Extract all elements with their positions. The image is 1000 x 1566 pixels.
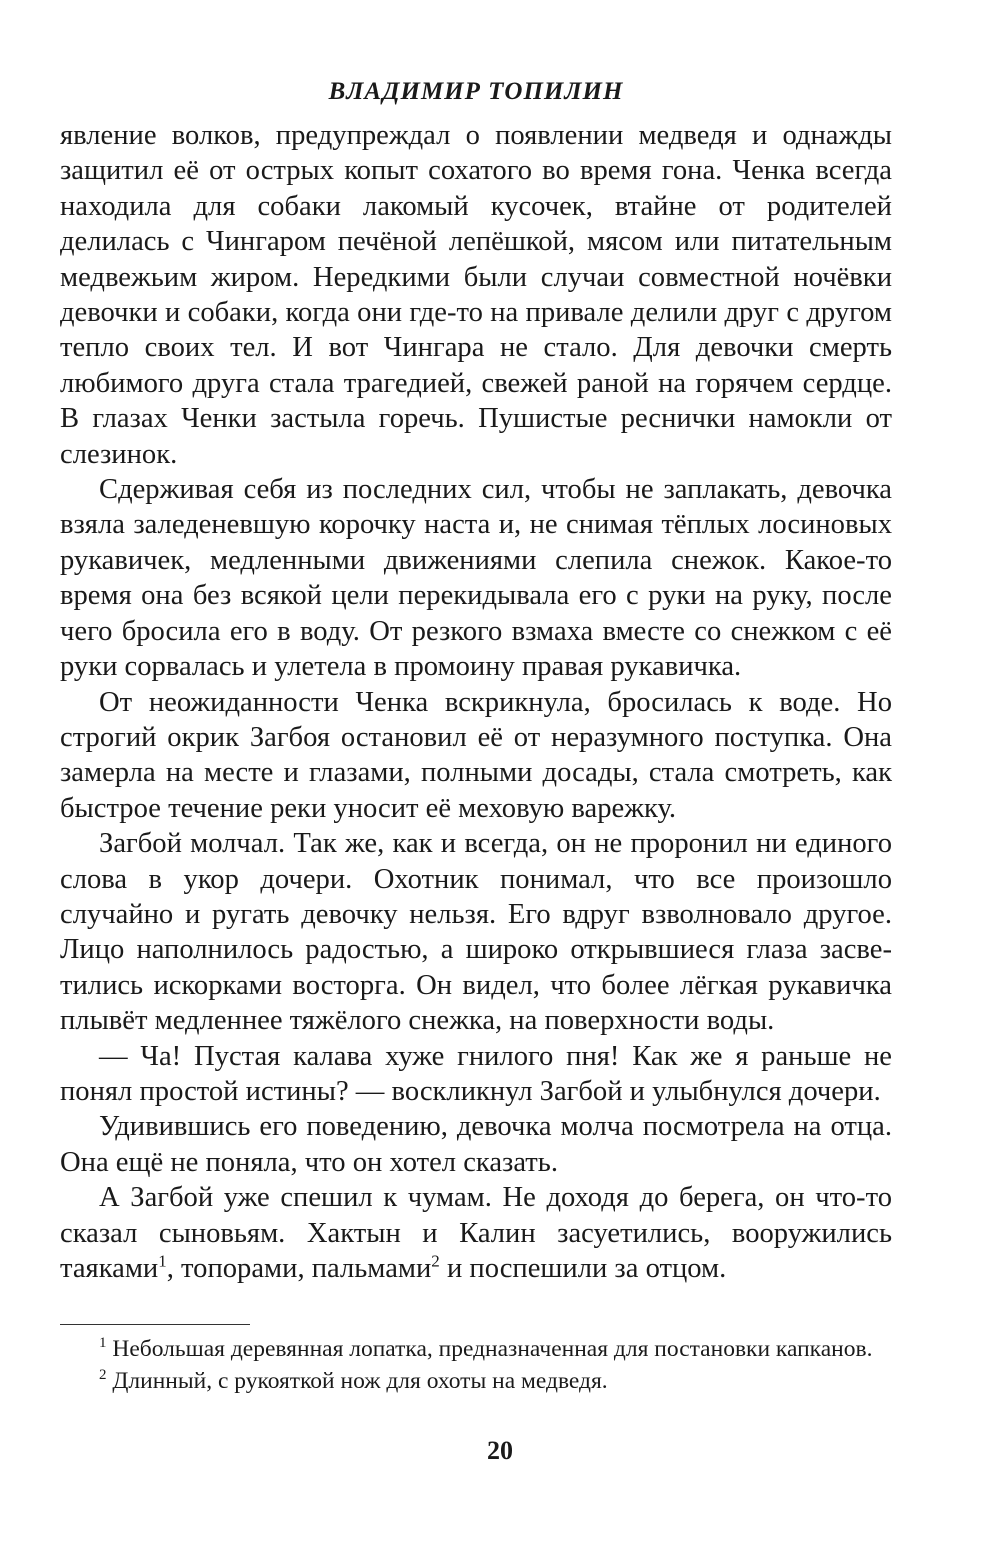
footnote-marker-1: 1: [99, 1335, 107, 1352]
paragraph-2: Сдерживая себя из последних сил, чтобы не заплакать, девочка взяла заледеневшую корочку наста и, не снимая тёплых лосиновых рукавичек, медленными движениями слепила снежок. Какое-то время она без всякой цели перекидывала его с руки на руку, после чего бросила его в воду. От резкого взмаха вместе со снежком с её руки сорвалась и улетела в промоину правая рукавичка.: [60, 474, 892, 683]
book-page: [60, 72, 892, 1397]
footnote-2: [60, 1365, 892, 1397]
paragraph-7-text-c: и поспешили за отцом.: [439, 1253, 727, 1284]
page-number: 20: [487, 1436, 513, 1465]
footnote-2-text: Длинный, с рукояткой нож для охоты на медведя.: [106, 1368, 608, 1395]
paragraph-5: — Ча! Пустая калава хуже гнилого пня! Как же я раньше не понял простой истины? — воскликнул Загбой и улыбнулся дочери.: [60, 1040, 892, 1107]
paragraph-7-text-b: , топорами, пальмами: [166, 1253, 432, 1284]
footnote-marker-2: 2: [99, 1367, 107, 1384]
paragraph-4: Загбой молчал. Так же, как и всегда, он не проронил ни единого слова в укор дочери. Охотник понимал, что все произошло случайно и ругать девочку нельзя. Его вдруг взволновало другое. Лицо наполнилось радостью, а широко открывшиеся глаза засветились искорками восторга. Он видел, что более лёгкая рукавичка плывёт медленнее тяжёлого снежка, на поверхности воды.: [60, 828, 892, 1037]
footnote-ref-2[interactable]: 2: [431, 1251, 440, 1271]
footnote-ref-1[interactable]: 1: [158, 1251, 167, 1271]
footnote-divider: [60, 1324, 250, 1325]
footnote-1-text: Небольшая деревянная лопатка, предназначенная для постановки капканов.: [106, 1336, 873, 1363]
running-head: ВЛАДИМИР ТОПИЛИН: [328, 78, 624, 105]
paragraph-1: явление волков, предупреждал о появлении медведя и однажды защитил её от острых копыт сохатого во время гона. Ченка всегда находила для собаки лакомый кусочек, втайне от родителей делилась с Чингаром печёной лепёшкой, мясом или питательным медвежьим жиром. Нередкими были случаи совместной ночёвки девочки и собаки, когда они где-то на привале делили друг с другом тепло своих тел. И вот Чингара не стало. Для девочки смерть любимого друга стала трагедией, свежей раной на горячем сердце. В глазах Ченки застыла горечь. Пушистые реснички намокли от слезинок.: [60, 120, 892, 470]
paragraph-7-text-a: А Загбой уже спешил к чумам. Не доходя до берега, он что-то сказал сыновьям. Хактын и Калин засуетились, вооружились таяками: [60, 1182, 892, 1284]
paragraph-7: [60, 1180, 892, 1286]
footnote-1: [60, 1333, 892, 1365]
paragraph-6: Удивившись его поведению, девочка молча посмотрела на отца. Она ещё не поняла, что он хотел сказать.: [60, 1111, 892, 1178]
footnotes: [60, 1333, 892, 1397]
body-text: [60, 118, 892, 1286]
paragraph-3: От неожиданности Ченка вскрикнула, бросилась к воде. Но строгий окрик Загбоя остановил её от неразумного поступка. Она замерла на месте и глазами, полными досады, стала смотреть, как быстрое течение реки уносит её меховую варежку.: [60, 686, 892, 824]
